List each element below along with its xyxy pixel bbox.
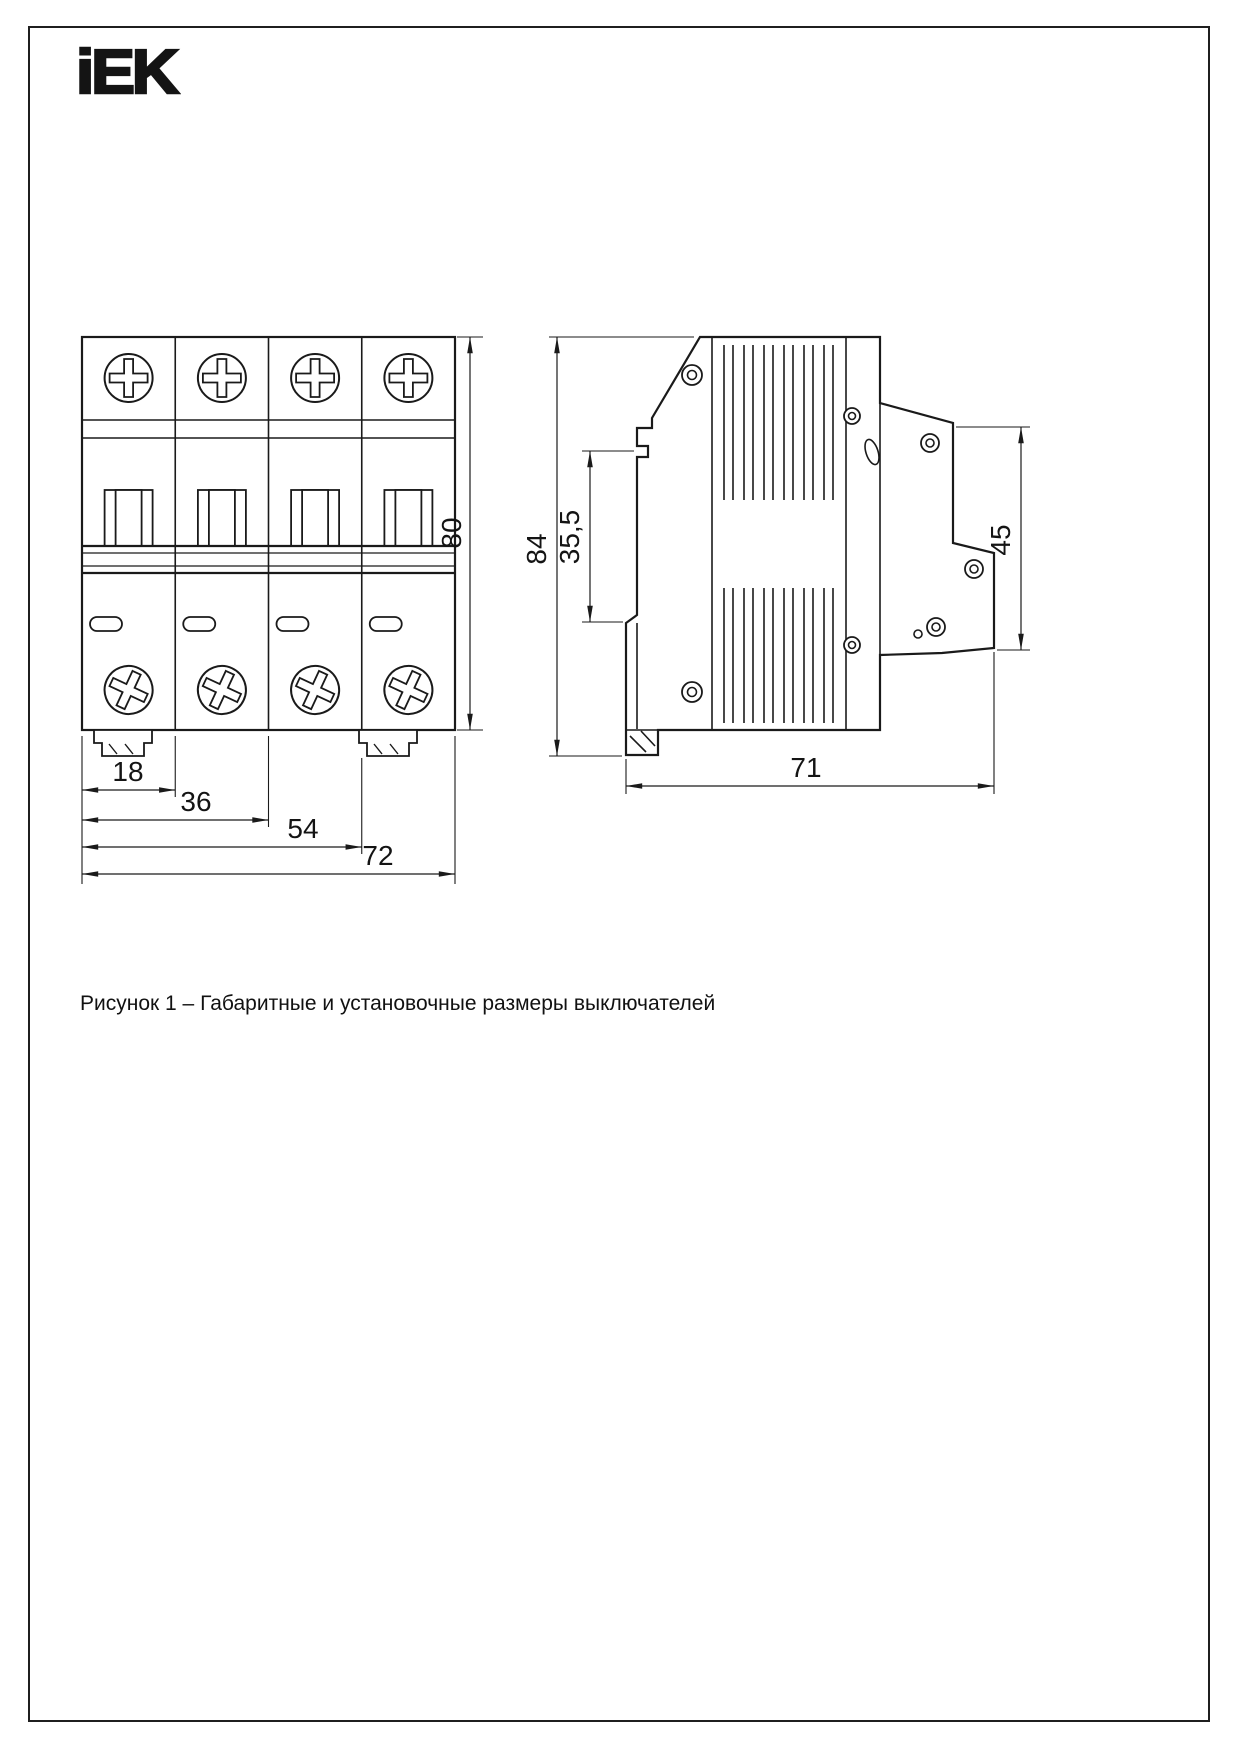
dim-label-72: 72 bbox=[362, 840, 394, 871]
dim-54 bbox=[82, 813, 362, 847]
screw-head bbox=[384, 354, 432, 402]
dim-label-35-5: 35,5 bbox=[554, 509, 585, 565]
screw-head bbox=[105, 354, 153, 402]
din-rail-clips-front bbox=[94, 730, 417, 756]
dim-18 bbox=[82, 756, 175, 790]
screw-head bbox=[291, 354, 339, 402]
dim-label-80: 80 bbox=[436, 517, 467, 549]
dim-label-71: 71 bbox=[790, 752, 822, 783]
dim-72 bbox=[82, 840, 455, 874]
din-clip bbox=[94, 730, 152, 756]
front-view bbox=[82, 337, 455, 756]
dim-label-36: 36 bbox=[180, 786, 212, 817]
screw-head bbox=[198, 354, 246, 402]
dim-label-84: 84 bbox=[521, 533, 552, 565]
dim-label-18: 18 bbox=[112, 756, 144, 787]
side-view bbox=[626, 337, 994, 755]
dim-label-54: 54 bbox=[287, 813, 319, 844]
din-clip bbox=[359, 730, 417, 756]
dim-label-45: 45 bbox=[985, 524, 1016, 556]
figure-caption: Рисунок 1 – Габаритные и установочные размеры выключателей bbox=[80, 992, 716, 1015]
iek-logo: iEK bbox=[76, 38, 177, 107]
dim-35-5 bbox=[554, 451, 634, 622]
